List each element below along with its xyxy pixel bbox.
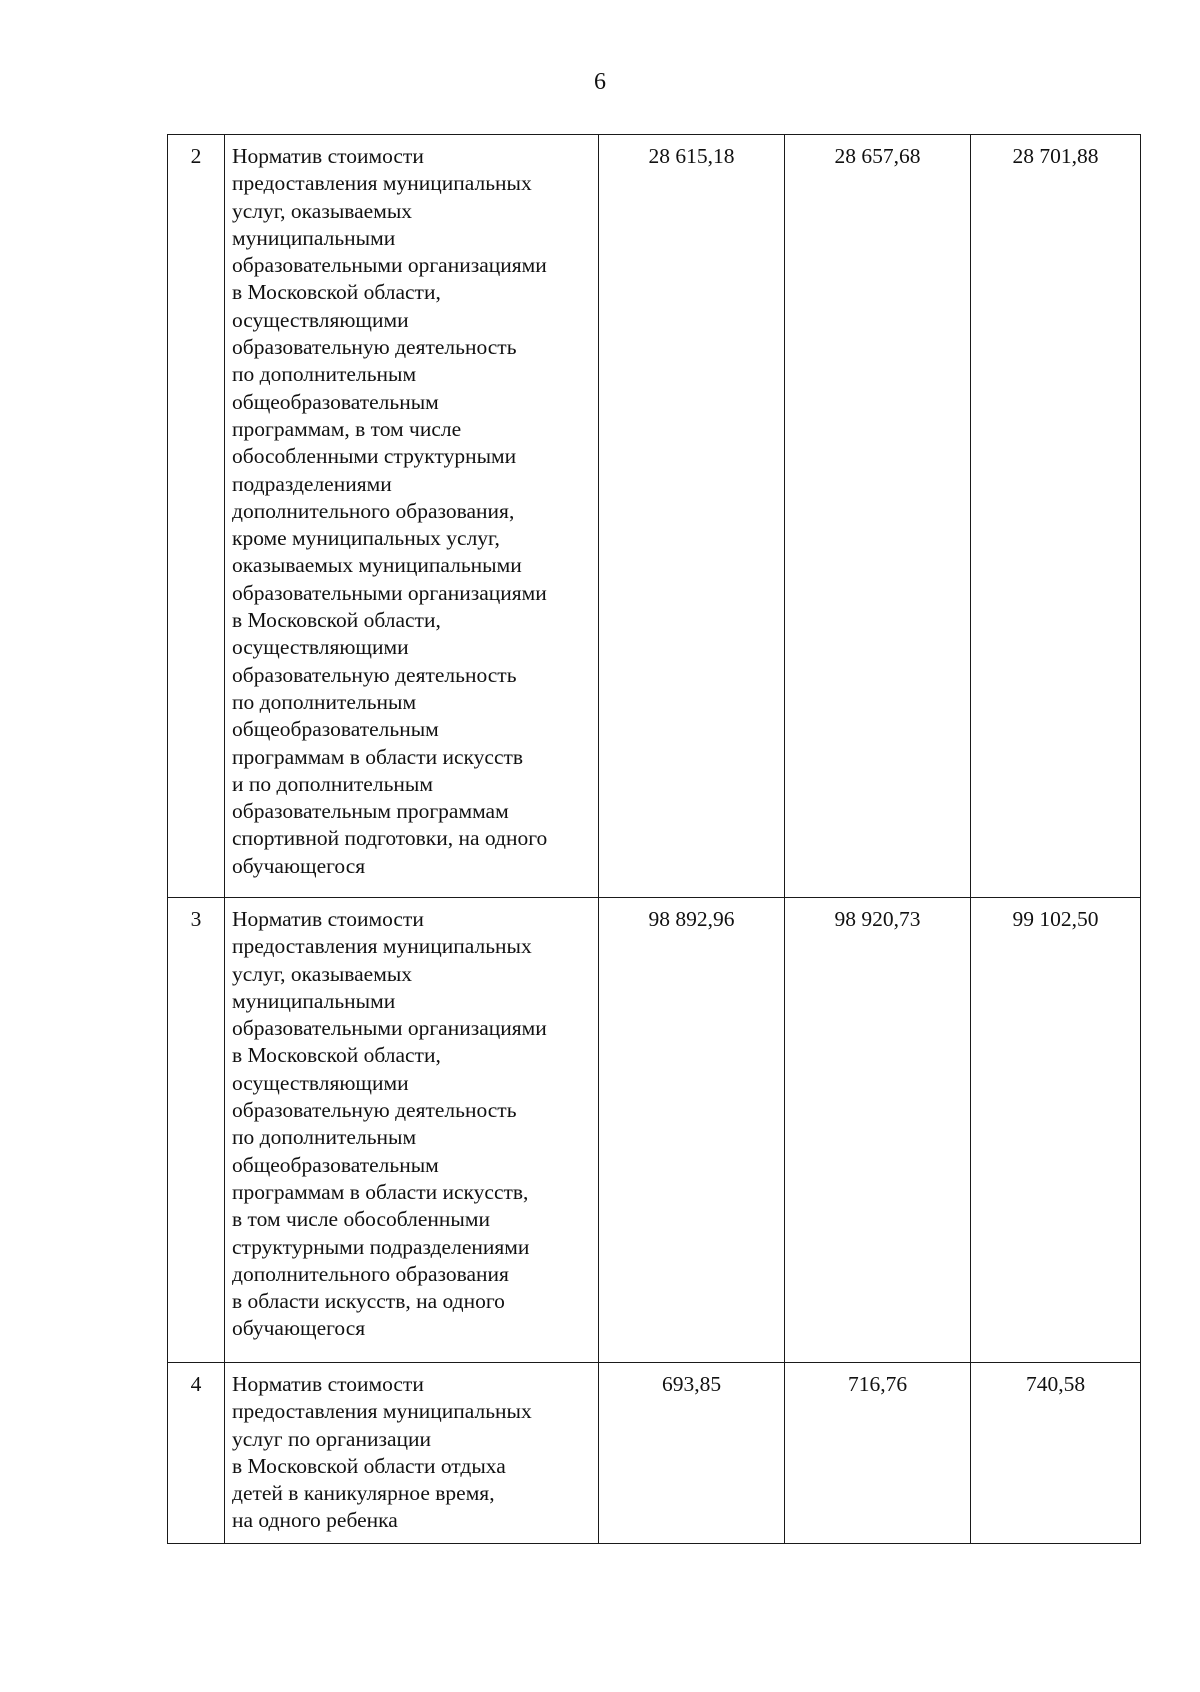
description-line: по дополнительным: [232, 1125, 417, 1150]
description-line: дополнительного образования: [232, 1261, 509, 1286]
description-line: по дополнительным: [232, 689, 417, 714]
description-line: обособленными структурными: [232, 444, 517, 469]
description-line: в Московской области,: [232, 608, 441, 633]
description-line: осуществляющими: [232, 307, 409, 332]
row-number: 4: [168, 1363, 225, 1544]
description-line: предоставления муниципальных: [232, 934, 532, 959]
description-line: детей в каникулярное время,: [232, 1481, 495, 1506]
description-line: образовательную деятельность: [232, 335, 517, 360]
description-line: общеобразовательным: [232, 1152, 439, 1177]
description-line: образовательную деятельность: [232, 662, 517, 687]
description-line: образовательными организациями: [232, 253, 547, 278]
table-row: [168, 1363, 1141, 1544]
value-cell: 99 102,50: [971, 898, 1141, 1363]
description-line: в Московской области,: [232, 280, 441, 305]
description-line: образовательным программам: [232, 799, 509, 824]
row-number: 2: [168, 135, 225, 898]
description-line: общеобразовательным: [232, 389, 439, 414]
description-line: спортивной подготовки, на одного: [232, 826, 548, 851]
value-cell: 28 615,18: [599, 135, 785, 898]
description-line: услуг по организации: [232, 1426, 432, 1451]
value-cell: 98 892,96: [599, 898, 785, 1363]
description-line: Норматив стоимости: [232, 907, 424, 931]
description-line: обучающегося: [232, 1316, 366, 1341]
value-cell: 98 920,73: [785, 898, 971, 1363]
value-cell: 716,76: [785, 1363, 971, 1544]
description-line: Норматив стоимости: [232, 144, 424, 168]
description-line: в области искусств, на одного: [232, 1289, 505, 1314]
value-cell: 693,85: [599, 1363, 785, 1544]
table-row: [168, 135, 1141, 898]
description-line: обучающегося: [232, 853, 366, 878]
page-number: 6: [594, 69, 606, 95]
description-line: кроме муниципальных услуг,: [232, 526, 500, 551]
description-line: программам, в том числе: [232, 416, 462, 441]
description-line: дополнительного образования,: [232, 498, 515, 523]
description-line: Норматив стоимости: [232, 1372, 424, 1396]
description-line: в том числе обособленными: [232, 1207, 490, 1232]
row-description: [225, 1363, 599, 1544]
description-line: осуществляющими: [232, 1070, 409, 1095]
description-line: программам в области искусств: [232, 744, 524, 769]
description-line: программам в области искусств,: [232, 1179, 529, 1204]
row-description: [225, 898, 599, 1363]
row-description: [225, 135, 599, 898]
norms-table: [167, 134, 1141, 1544]
description-line: услуг, оказываемых: [232, 961, 413, 986]
description-line: общеобразовательным: [232, 717, 439, 742]
description-line: структурными подразделениями: [232, 1234, 530, 1259]
table-row: [168, 898, 1141, 1363]
description-line: и по дополнительным: [232, 771, 433, 796]
description-line: образовательную деятельность: [232, 1098, 517, 1123]
row-number: 3: [168, 898, 225, 1363]
description-line: предоставления муниципальных: [232, 1399, 532, 1424]
description-line: образовательными организациями: [232, 1016, 547, 1041]
description-line: образовательными организациями: [232, 580, 547, 605]
description-line: муниципальными: [232, 225, 396, 250]
description-line: по дополнительным: [232, 362, 417, 387]
description-line: предоставления муниципальных: [232, 171, 532, 196]
value-cell: 28 701,88: [971, 135, 1141, 898]
description-line: в Московской области,: [232, 1043, 441, 1068]
description-line: услуг, оказываемых: [232, 198, 413, 223]
value-cell: 28 657,68: [785, 135, 971, 898]
description-line: оказываемых муниципальными: [232, 553, 522, 578]
value-cell: 740,58: [971, 1363, 1141, 1544]
description-line: подразделениями: [232, 471, 392, 496]
description-line: на одного ребенка: [232, 1508, 398, 1533]
description-line: осуществляющими: [232, 635, 409, 660]
description-line: в Московской области отдыха: [232, 1453, 506, 1478]
description-line: муниципальными: [232, 988, 396, 1013]
